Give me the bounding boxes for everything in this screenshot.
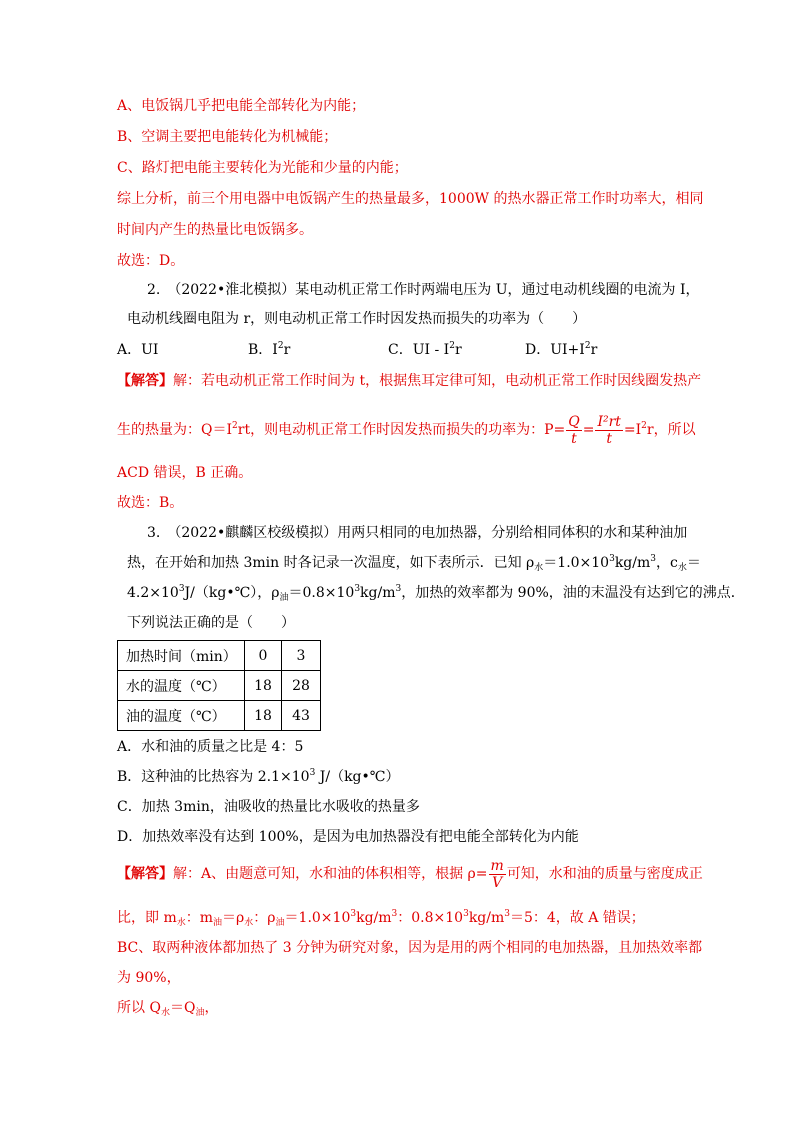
- table-row: [118, 701, 321, 731]
- q3-answer-line3: BC、取两种液体都加热了 3 分钟为研究对象，因为是用的两个相同的电加热器，且加热效率都: [117, 940, 703, 956]
- q2-fraction-q-over-t: $\frac{Q}{t}$: [568, 413, 580, 447]
- table-cell: 18: [245, 671, 282, 701]
- table-cell: 加热时间（min）: [118, 641, 245, 671]
- q2-option-a: A．UI: [117, 342, 159, 358]
- q2-option-b: B．$I^2r$: [248, 341, 291, 358]
- table-cell: 0: [245, 641, 282, 671]
- table-cell: 18: [245, 701, 282, 731]
- q1-analysis-b: B、空调主要把电能转化为机械能；: [117, 129, 338, 145]
- q3-answer-tag: 【解答】: [117, 866, 173, 882]
- table-cell: 油的温度（℃）: [118, 701, 245, 731]
- q3-data-table: [117, 640, 321, 731]
- table-row: [118, 641, 321, 671]
- q3-option-b: B．这种油的比热容为 $2.1\times 10^3$ J/（kg•℃）: [117, 768, 400, 785]
- q3-option-a: A．水和油的质量之比是 4：5: [117, 739, 304, 755]
- q1-analysis-a: A、电饭锅几乎把电能全部转化为内能；: [117, 98, 366, 114]
- q2-answer-line2: 生的热量为：$Q=I^2rt$，则电动机正常工作时因发热而损失的功率为：P= $\frac{Q}{t}$ = $\frac{\text{I²rt}}{t}$ $=I^2r$，所以: [117, 413, 696, 447]
- table-cell: 28: [282, 671, 321, 701]
- table-cell: 3: [282, 641, 321, 671]
- q3-fraction-m-over-v: $\frac{m}{V}$: [490, 857, 504, 891]
- q1-summary-line1: 综上分析，前三个用电器中电饭锅产生的热量最多，1000W 的热水器正常工作时功率大，相同: [117, 191, 704, 207]
- q3-answer-line4: 为 90%，: [117, 970, 181, 986]
- q3-stem-line2: 热，在开始和加热 3min 时各记录一次温度，如下表所示．已知 $\rho_水=1.0\times 10^3kg/m^3$，$c_水=$: [127, 554, 701, 573]
- q2-answer-tag: 【解答】: [117, 373, 173, 389]
- q2-option-c: C．UI - $I^2r$: [388, 341, 462, 358]
- q2-stem-line1: 2. （2022•淮北模拟）某电动机正常工作时两端电压为 U，通过电动机线圈的电流为 I，: [147, 282, 700, 298]
- q1-analysis-c: C、路灯把电能主要转化为光能和少量的内能；: [117, 160, 408, 176]
- table-row: [118, 671, 321, 701]
- q2-fraction-i2rt-over-t: $\frac{\text{I²rt}}{t}$: [597, 413, 621, 447]
- q1-summary-line2: 时间内产生的热量比电饭锅多。: [117, 222, 313, 238]
- q3-stem-line1: 3. （2022•麒麟区校级模拟）用两只相同的电加热器，分别给相同体积的水和某种油加: [147, 525, 688, 541]
- q2-final-choice: 故选：B。: [117, 495, 184, 511]
- table-cell: 水的温度（℃）: [118, 671, 245, 701]
- q1-final-choice: 故选：D。: [117, 253, 185, 269]
- q3-answer-line5: 所以 $Q_水=Q_油$，: [117, 1000, 219, 1018]
- q2-option-d: D．$UI+I^2r$: [525, 341, 598, 358]
- q3-stem-line4: 下列说法正确的是（ ）: [127, 615, 295, 631]
- q2-stem-line2: 电动机线圈电阻为 r，则电动机正常工作时因发热而损失的功率为（ ）: [127, 311, 587, 327]
- q2-answer-line3: ACD 错误，B 正确。: [117, 465, 253, 481]
- q3-answer-line1: 【解答】解：A、由题意可知，水和油的体积相等，根据 ρ= $\frac{m}{V}$ 可知，水和油的质量与密度成正: [117, 857, 703, 891]
- q3-answer-line2: 比，即 $m_水$：$m_油=\rho_水$：$\rho_油=1.0\times 10^3kg/m^3$：$0.8\times 10^3kg/m^3=5$：4，故 A 错误；: [117, 909, 645, 928]
- q3-stem-line3: $4.2\times 10^3J/(kg•℃)$，$\rho_油=0.8\times 10^3kg/m^3$，加热的效率都为 90%，油的末温没有达到它的沸点．: [127, 584, 745, 603]
- q3-option-d: D．加热效率没有达到 100%，是因为电加热器没有把电能全部转化为内能: [117, 829, 579, 845]
- q3-option-c: C．加热 3min，油吸收的热量比水吸收的热量多: [117, 799, 420, 815]
- q2-answer-line1: 【解答】解：若电动机正常工作时间为 t，根据焦耳定律可知，电动机正常工作时因线圈发热产: [117, 373, 702, 389]
- table-cell: 43: [282, 701, 321, 731]
